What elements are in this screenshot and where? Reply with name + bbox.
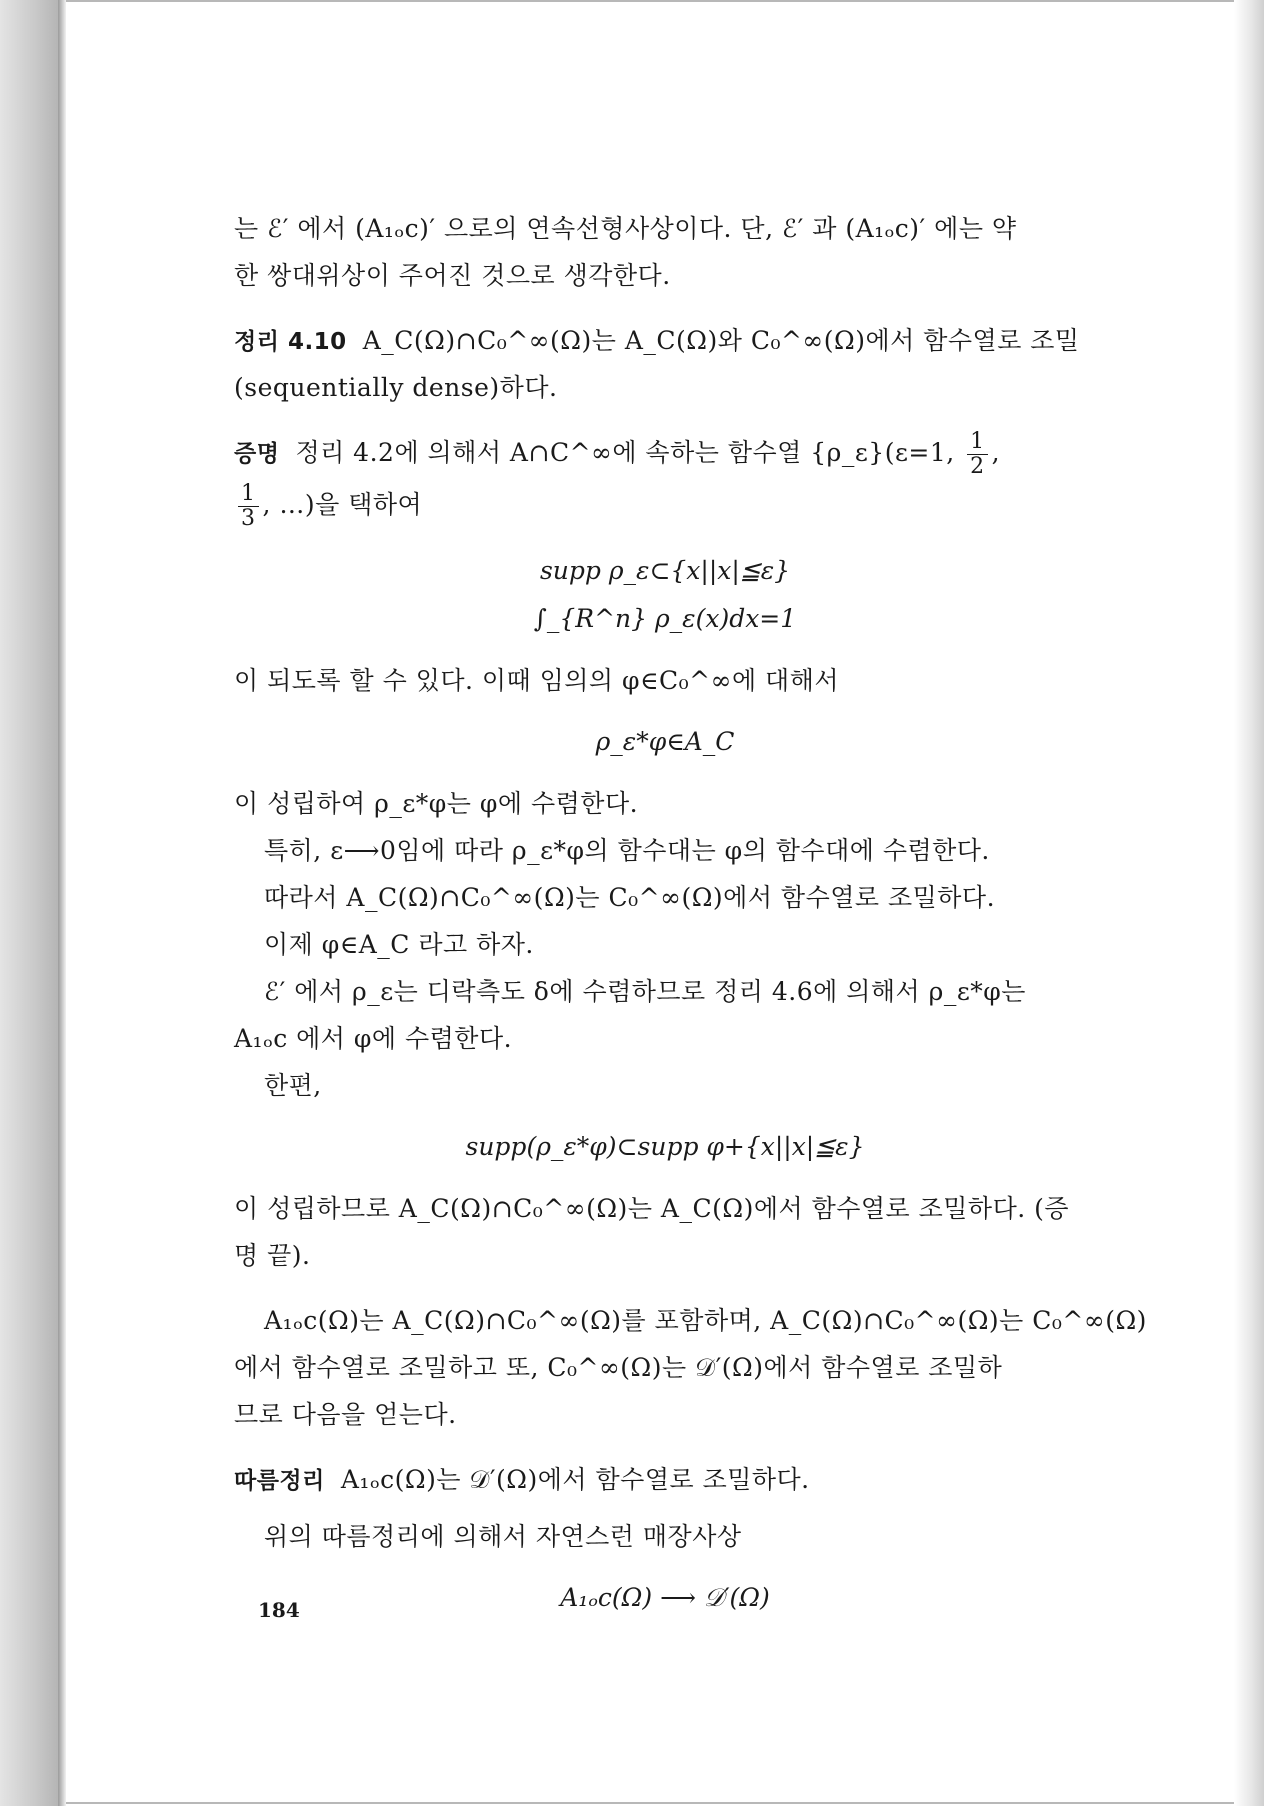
equation-block <box>234 547 1096 643</box>
text-line: 이 되도록 할 수 있다. 이때 임의의 φ∈C₀^∞에 대해서 <box>234 666 840 695</box>
text-line: A₁ₒc(Ω)는 A_C(Ω)∩C₀^∞(Ω)를 포함하며, A_C(Ω)∩C₀^∞(Ω)는 C₀^∞(Ω) <box>264 1306 1147 1335</box>
proof-label: 증명 <box>234 441 280 467</box>
corollary <box>234 1456 1096 1503</box>
theorem-line: (sequentially dense)하다. <box>234 373 558 402</box>
text-line: 이 성립하여 ρ_ε*φ는 φ에 수렴한다. <box>234 789 639 818</box>
page-edge-shadow <box>1234 0 1264 1806</box>
proof-line: 증명 정리 4.2에 의해서 A∩C^∞에 속하는 함수열 {ρ_ε}(ε=1, $\frac{1}{2}$ , <box>234 429 1001 479</box>
text-line: 이 성립하므로 A_C(Ω)∩C₀^∞(Ω)는 A_C(Ω)에서 함수열로 조밀하다. (증 <box>234 1194 1070 1223</box>
text-line: 한편, <box>264 1071 322 1100</box>
paragraph-continuation <box>234 205 1096 299</box>
equation-block <box>234 718 1096 766</box>
corollary-line <box>234 1456 1096 1503</box>
text-line: 에서 함수열로 조밀하고 또, C₀^∞(Ω)는 𝒟′(Ω)에서 함수열로 조밀하 <box>234 1353 1003 1382</box>
text-line: 한 쌍대위상이 주어진 것으로 생각한다. <box>234 261 671 290</box>
corollary-text: A₁ₒc(Ω)는 𝒟′(Ω)에서 함수열로 조밀하다. <box>340 1465 810 1494</box>
equation-block <box>234 1574 1096 1622</box>
fraction-one-half: $\frac{1}{2}$ <box>967 430 988 479</box>
theorem-line <box>234 317 1096 364</box>
page-content <box>234 205 1147 1636</box>
text-line: 는 ℰ′ 에서 (A₁ₒc)′ 으로의 연속선형사상이다. 단, ℰ′ 과 (A₁ₒc)′ 에는 약 <box>234 214 1017 243</box>
equation-support: supp ρ_ε⊂{x||x|≦ε} <box>539 556 791 585</box>
page-number: 184 <box>258 1598 300 1622</box>
spine-edge <box>58 0 66 1806</box>
proof-text: , …)을 택하여 <box>262 490 423 519</box>
text-line: ℰ′ 에서 ρ_ε는 디락측도 δ에 수렴하므로 정리 4.6에 의해서 ρ_ε*φ는 <box>264 977 1026 1006</box>
text-line: 위의 따름정리에 의해서 자연스런 매장사상 <box>264 1522 742 1551</box>
paragraph <box>234 1185 1096 1279</box>
equation-embedding: A₁ₒc(Ω) ⟶ 𝒟′(Ω) <box>560 1583 770 1612</box>
equation-block <box>234 1123 1096 1171</box>
equation-integral: ∫_{R^n} ρ_ε(x)dx=1 <box>533 604 797 633</box>
fraction-one-third: $\frac{1}{3}$ <box>238 482 259 531</box>
equation-convolution: ρ_ε*φ∈A_C <box>595 727 735 756</box>
theorem-label: 정리 4.10 <box>234 329 347 355</box>
theorem-text: A_C(Ω)∩C₀^∞(Ω)는 A_C(Ω)와 C₀^∞(Ω)에서 함수열로 조밀 <box>362 326 1080 355</box>
paragraph <box>234 780 1096 1109</box>
proof <box>234 429 1096 533</box>
equation-support-convolution: supp(ρ_ε*φ)⊂supp φ+{x||x|≦ε} <box>465 1132 865 1161</box>
proof-text: 정리 4.2에 의해서 A∩C^∞에 속하는 함수열 {ρ_ε}(ε=1, <box>295 438 955 467</box>
corollary-label: 따름정리 <box>234 1468 325 1494</box>
text-line: 명 끝). <box>234 1241 311 1270</box>
text-line: A₁ₒc 에서 φ에 수렴한다. <box>234 1024 513 1053</box>
text-line: 따라서 A_C(Ω)∩C₀^∞(Ω)는 C₀^∞(Ω)에서 함수열로 조밀하다. <box>264 883 996 912</box>
paragraph <box>234 657 1096 704</box>
text-line: 특히, ε⟶0임에 따라 ρ_ε*φ의 함수대는 φ의 함수대에 수렴한다. <box>264 836 990 865</box>
paragraph <box>234 1297 1147 1438</box>
proof-line <box>234 481 1096 533</box>
text-line: 이제 φ∈A_C 라고 하자. <box>264 930 534 959</box>
theorem-4-10 <box>234 317 1096 411</box>
book-spine <box>0 0 64 1806</box>
text-line: 므로 다음을 얻는다. <box>234 1400 457 1429</box>
paragraph <box>234 1513 1096 1560</box>
